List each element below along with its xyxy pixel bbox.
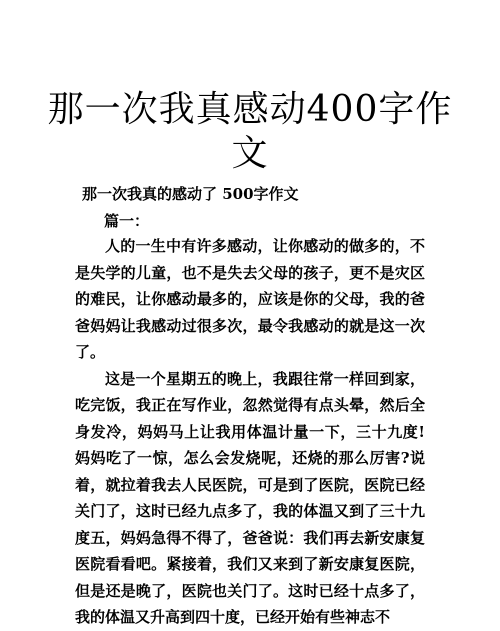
document-subtitle: 那一次我真的感动了 500字作文: [82, 185, 299, 203]
document-title: 那一次我真感动400字作文: [47, 89, 453, 174]
section-label: 篇一：: [104, 212, 150, 230]
document-body: [75, 233, 425, 631]
paragraph-1: 人的一生中有许多感动，让你感动的做多的，不是失学的儿童，也不是失去父母的孩子，更不是灾区的难民，让你感动最多的，应该是你的父母，我的爸爸妈妈让我感动过很多次，最令我感动的就是这一次了。: [75, 237, 425, 361]
paragraph-2: 这是一个星期五的晚上，我跟往常一样回到家，吃完饭，我正在写作业，忽然觉得有点头晕，然后全身发冷，妈妈马上让我用体温计量一下，三十九度!妈妈吃了一惊，怎么会发烧呢，还烧的那么厉害?说着，就拉着我去人民医院，可是到了医院，医院已经关门了，这时已经九点多了，我的体温又到了三十九度五，妈妈急得不得了，爸爸说：我们再去新安康复医院看看吧。紧接着，我们又来到了新安康复医院，但是还是晚了，医院也关门了。这时已经十点多了，我的体温又升高到四十度，已经开始有些神志不: [75, 369, 425, 626]
